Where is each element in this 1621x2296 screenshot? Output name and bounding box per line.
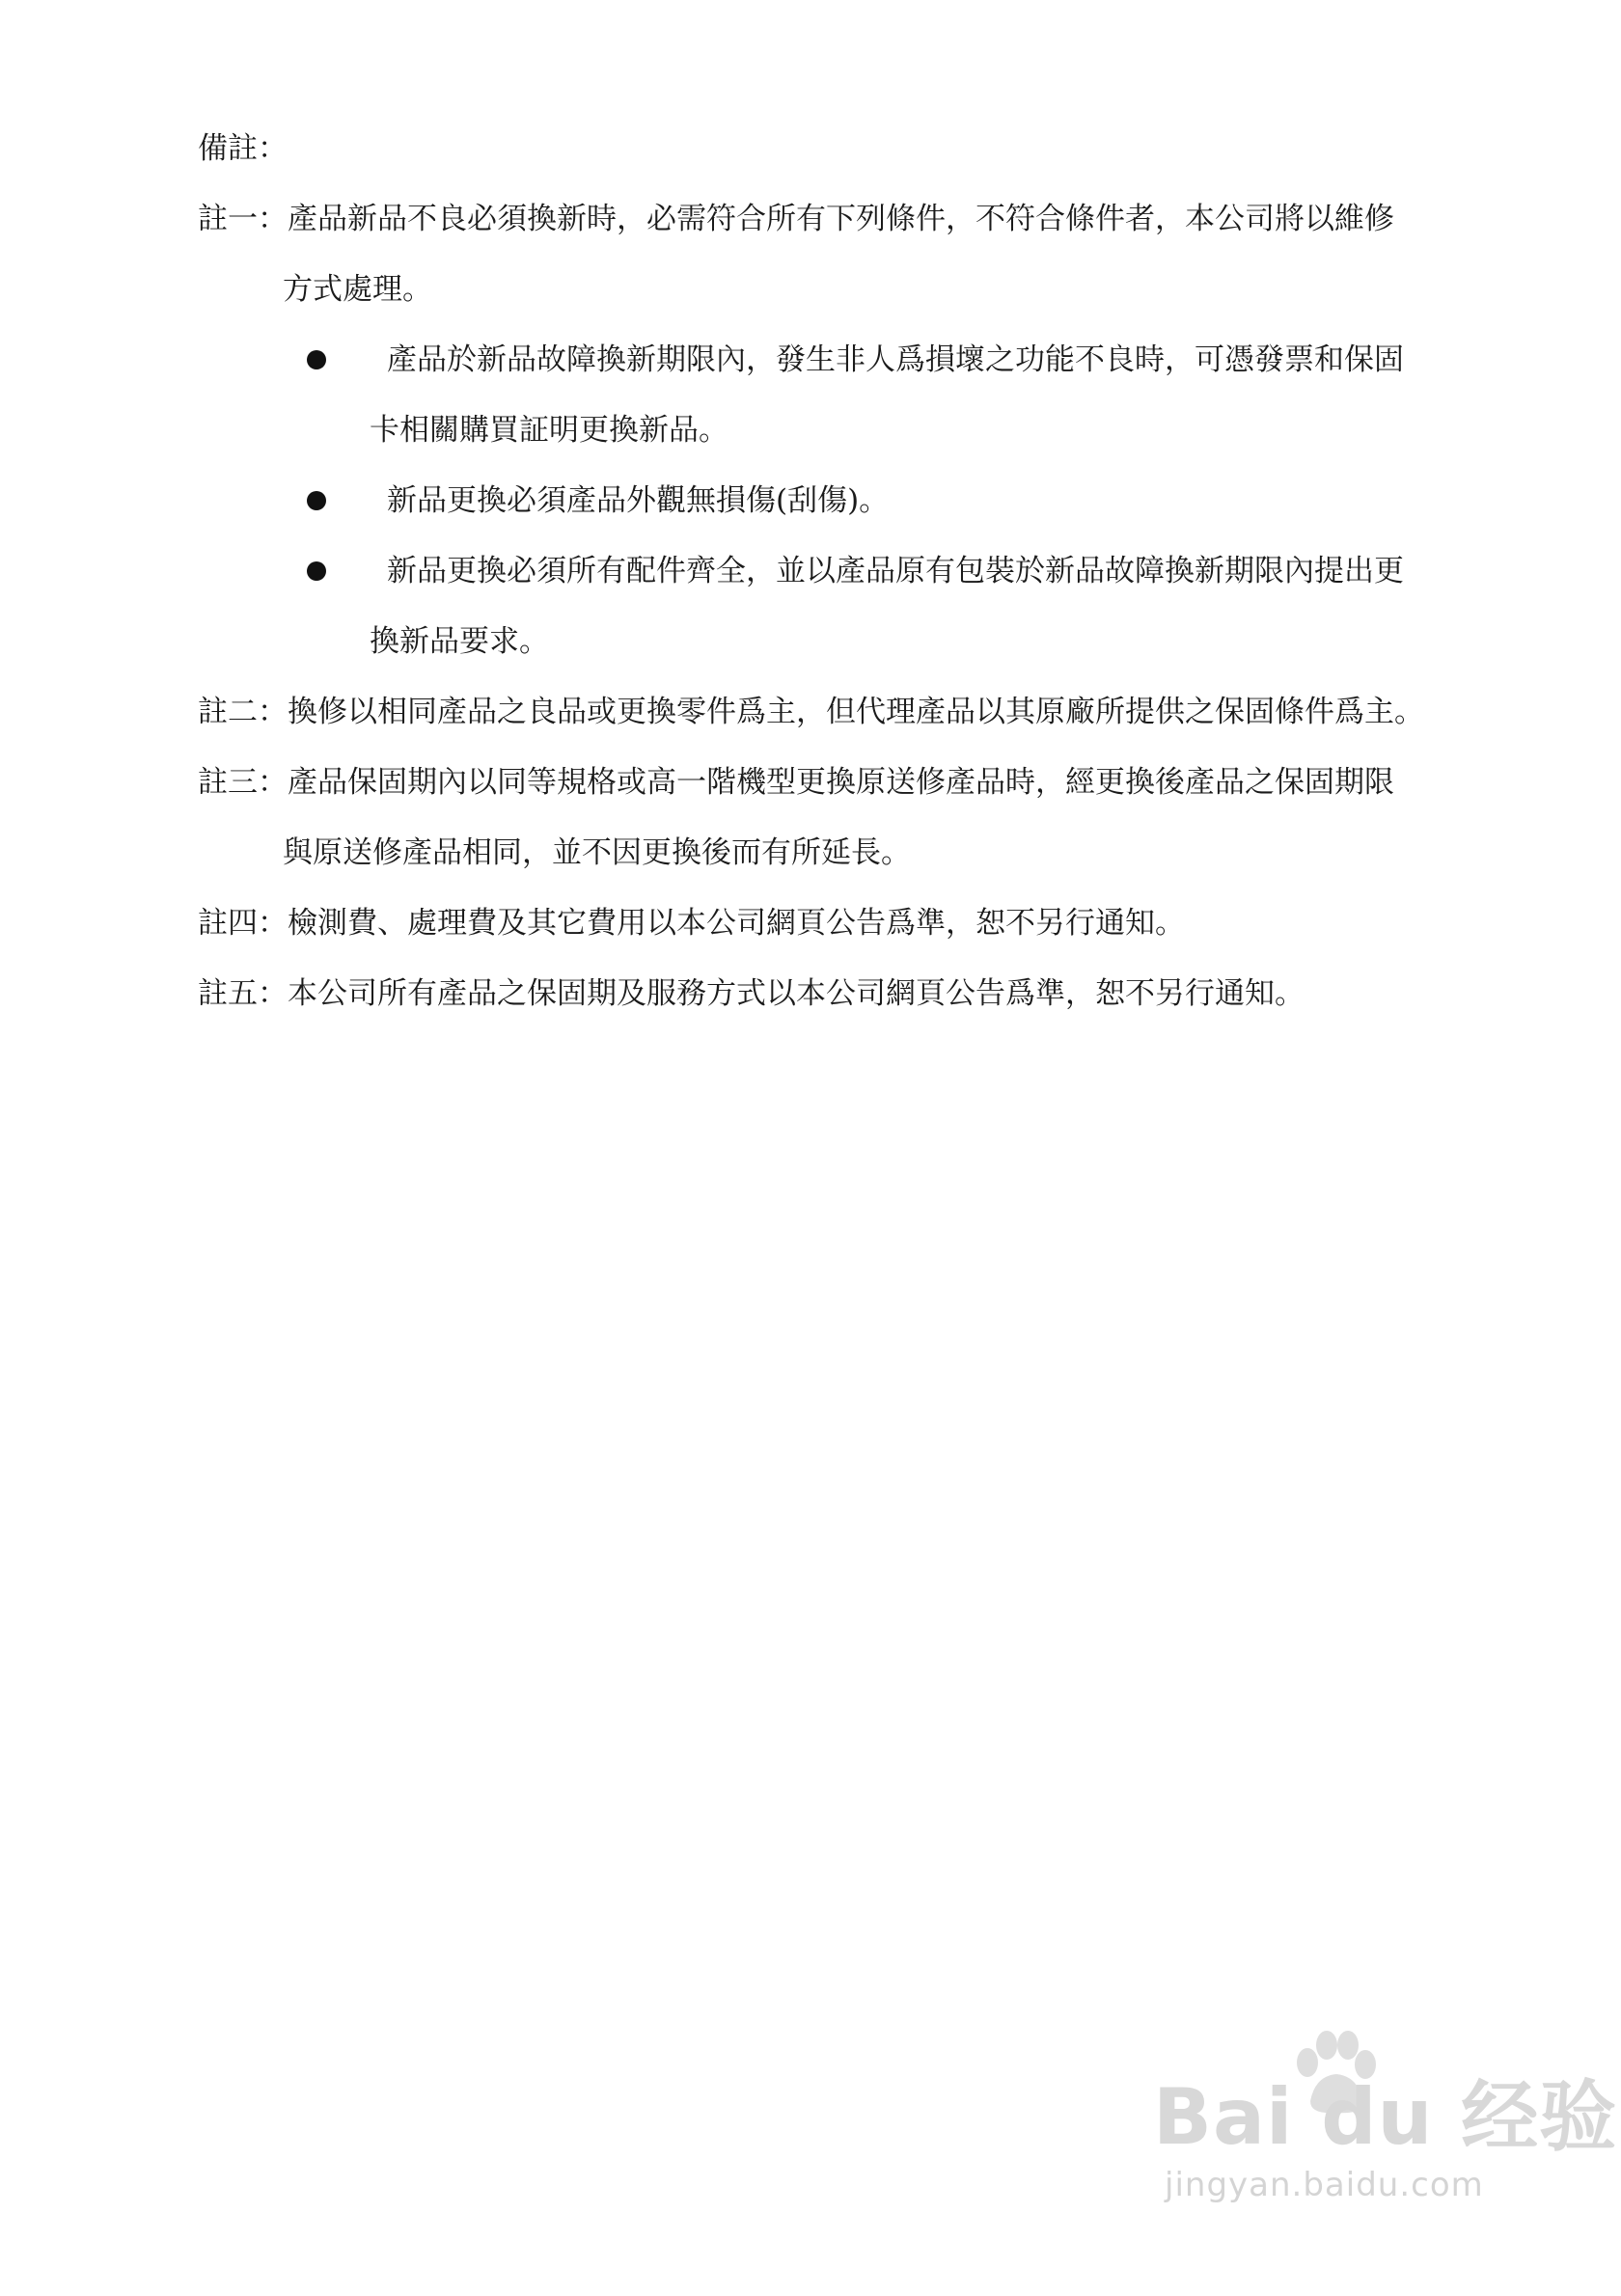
note-3-text-cont: 與原送修產品相同，並不因更換後而有所延長。 xyxy=(283,835,911,870)
note-2-text: 換修以相同產品之良品或更換零件爲主，但代理產品以其原廠所提供之保固條件爲主。 xyxy=(288,695,1424,729)
note-3 xyxy=(198,748,1433,888)
note-5 xyxy=(198,959,1433,1029)
note-1-label: 註一： xyxy=(198,202,288,236)
note-1-text-cont: 方式處理。 xyxy=(283,272,432,307)
note-4 xyxy=(198,888,1433,959)
condition-text: 產品於新品故障換新期限內，發生非人爲損壞之功能不良時，可憑發票和保固 xyxy=(387,342,1404,377)
note-1-text: 產品新品不良必須換新時，必需符合所有下列條件，不符合條件者，本公司將以維修 xyxy=(288,202,1394,236)
note-3-text: 產品保固期內以同等規格或高一階機型更換原送修產品時，經更換後產品之保固期限 xyxy=(288,765,1394,800)
condition-text: 新品更換必須所有配件齊全，並以產品原有包裝於新品故障換新期限內提出更 xyxy=(387,554,1404,588)
condition-item xyxy=(198,536,1433,677)
condition-text: 新品更換必須產品外觀無損傷(刮傷)。 xyxy=(387,483,890,518)
condition-text-cont: 換新品要求。 xyxy=(370,624,549,659)
note-2-label: 註二： xyxy=(198,695,288,729)
note-1-row xyxy=(198,184,1433,255)
remarks-section xyxy=(198,114,1433,1029)
remarks-heading: 備註： xyxy=(198,131,288,166)
note-5-label: 註五： xyxy=(198,976,288,1011)
condition-item xyxy=(198,466,1433,536)
condition-text-cont: 卡相關購買証明更換新品。 xyxy=(370,413,728,448)
note-2 xyxy=(198,677,1433,748)
bullet-dot-icon xyxy=(307,491,326,510)
note-1 xyxy=(198,184,1433,677)
note-3-row xyxy=(198,748,1433,818)
note-4-label: 註四： xyxy=(198,906,288,941)
note-4-text: 檢測費、處理費及其它費用以本公司網頁公告爲準，恕不另行通知。 xyxy=(288,906,1185,941)
watermark-brand: Bai du 经验 xyxy=(1153,2072,1618,2162)
bullet-dot-icon xyxy=(307,350,326,369)
note-5-text: 本公司所有產品之保固期及服務方式以本公司網頁公告爲準，恕不另行通知。 xyxy=(288,976,1305,1011)
note-3-label: 註三： xyxy=(198,765,288,800)
condition-item xyxy=(198,325,1433,466)
watermark-url: jingyan.baidu.com xyxy=(1165,2166,1484,2204)
bullet-dot-icon xyxy=(307,561,326,581)
baidu-jingyan-watermark xyxy=(1153,2026,1618,2228)
note-1-conditions xyxy=(198,325,1433,677)
